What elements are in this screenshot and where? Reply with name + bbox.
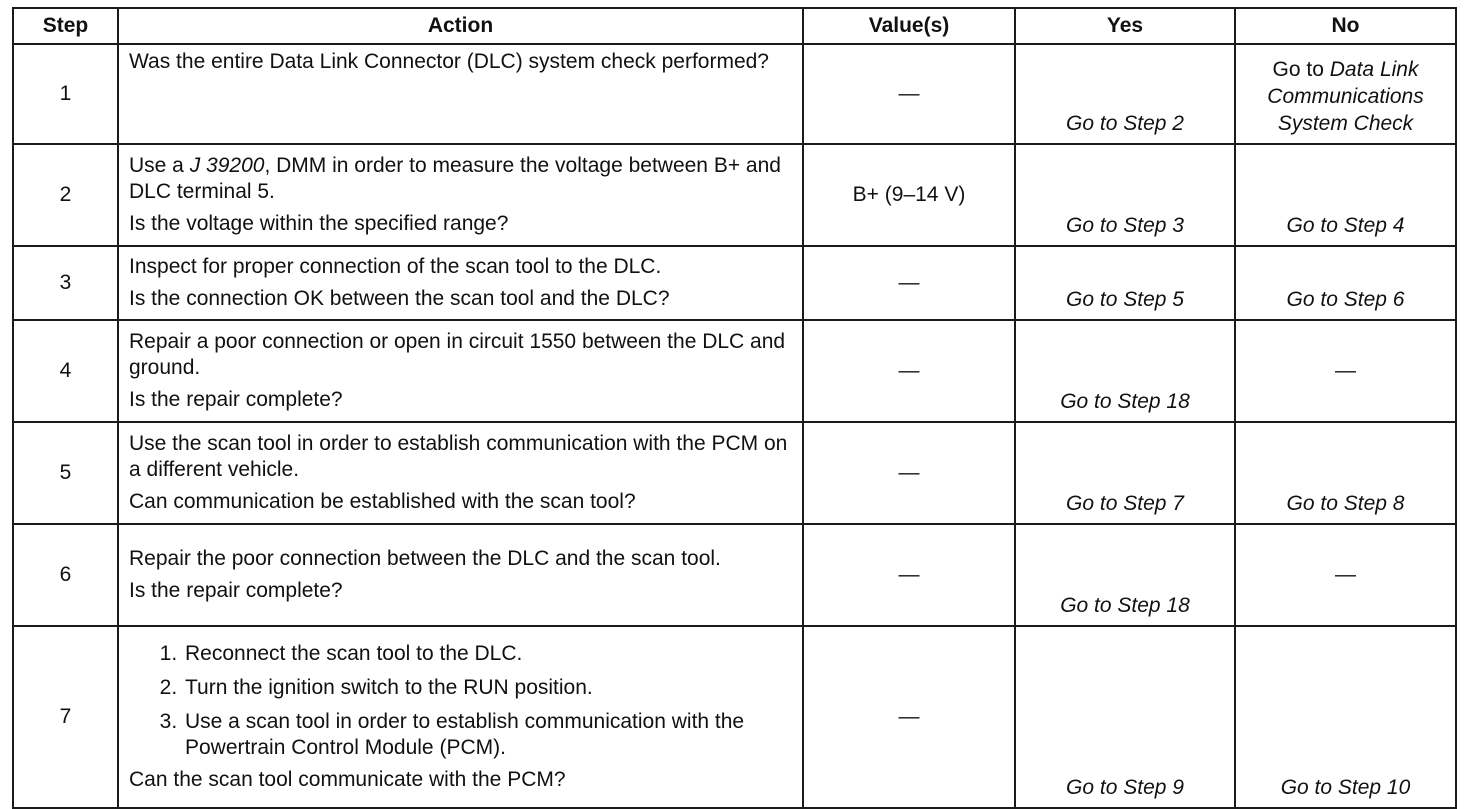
- table-row: [13, 626, 1456, 808]
- no-reference: Data Link Communications System Check: [1267, 58, 1424, 135]
- value-text: —: [898, 563, 920, 586]
- no-link[interactable]: Go to Step 6: [1286, 288, 1405, 311]
- header-values: Value(s): [803, 8, 1015, 44]
- yes-cell: [1015, 320, 1235, 422]
- tool-reference: J 39200: [189, 154, 265, 177]
- action-text: Repair a poor connection or open in circuit 1550 between the DLC and ground.: [129, 330, 786, 379]
- action-question: Is the voltage within the specified range?: [129, 212, 509, 235]
- value-cell: [803, 320, 1015, 422]
- action-post: , DMM in order to measure the voltage between B+ and DLC terminal 5.: [129, 154, 781, 203]
- step-number: 5: [13, 422, 118, 524]
- step-number: 2: [13, 144, 118, 246]
- yes-link[interactable]: Go to Step 18: [1060, 594, 1190, 617]
- header-action: Action: [118, 8, 803, 44]
- yes-link[interactable]: Go to Step 3: [1066, 214, 1184, 237]
- action-cell: [118, 626, 803, 808]
- yes-cell: [1015, 422, 1235, 524]
- value-text: —: [898, 461, 920, 484]
- action-text: Was the entire Data Link Connector (DLC) system check performed?: [129, 50, 769, 73]
- action-question: Can the scan tool communicate with the PCM?: [129, 768, 566, 791]
- table-row: [13, 524, 1456, 626]
- yes-cell: [1015, 44, 1235, 144]
- action-cell: [118, 144, 803, 246]
- action-cell: [118, 422, 803, 524]
- value-cell: [803, 626, 1015, 808]
- action-text: Use the scan tool in order to establish communication with the PCM on a different vehicle.: [129, 432, 788, 481]
- value-text: —: [898, 271, 920, 294]
- no-cell: [1235, 320, 1456, 422]
- action-pre: Use a: [129, 154, 184, 177]
- yes-cell: [1015, 144, 1235, 246]
- step-number: 1: [13, 44, 118, 144]
- list-item: 3. Use a scan tool in order to establish communication with the Powertrain Control Module (PCM).: [183, 709, 792, 761]
- action-cell: [118, 246, 803, 320]
- yes-link[interactable]: Go to Step 9: [1066, 776, 1184, 799]
- no-cell: [1235, 524, 1456, 626]
- action-cell: [118, 44, 803, 144]
- value-cell: [803, 422, 1015, 524]
- header-no: No: [1235, 8, 1456, 44]
- value-cell: [803, 144, 1015, 246]
- value-text: B+ (9–14 V): [852, 183, 966, 206]
- yes-cell: [1015, 626, 1235, 808]
- step-number: 7: [13, 626, 118, 808]
- list-item: 2. Turn the ignition switch to the RUN position.: [183, 675, 792, 701]
- no-value: —: [1335, 563, 1356, 586]
- list-item: 1. Reconnect the scan tool to the DLC.: [183, 641, 792, 667]
- action-cell: [118, 320, 803, 422]
- value-cell: [803, 246, 1015, 320]
- value-text: —: [898, 359, 920, 382]
- no-prefix: Go to: [1272, 58, 1324, 81]
- yes-cell: [1015, 246, 1235, 320]
- table-row: [13, 422, 1456, 524]
- action-question: Can communication be established with the scan tool?: [129, 490, 636, 513]
- no-cell: [1235, 144, 1456, 246]
- table-row: [13, 144, 1456, 246]
- table-row: [13, 246, 1456, 320]
- yes-link[interactable]: Go to Step 2: [1066, 112, 1184, 135]
- table-row: [13, 44, 1456, 144]
- header-step: Step: [13, 8, 118, 44]
- action-question: Is the connection OK between the scan tool and the DLC?: [129, 287, 670, 310]
- no-cell: [1235, 626, 1456, 808]
- step-number: 6: [13, 524, 118, 626]
- procedure-list: [129, 641, 792, 761]
- table-row: [13, 320, 1456, 422]
- header-yes: Yes: [1015, 8, 1235, 44]
- yes-link[interactable]: Go to Step 7: [1066, 492, 1184, 515]
- action-text: Inspect for proper connection of the scan tool to the DLC.: [129, 255, 662, 278]
- action-cell: [118, 524, 803, 626]
- value-text: —: [898, 82, 920, 105]
- yes-link[interactable]: Go to Step 18: [1060, 390, 1190, 413]
- no-link[interactable]: Go to Step 8: [1286, 492, 1405, 515]
- action-text: [129, 153, 792, 205]
- no-cell: [1235, 246, 1456, 320]
- yes-link[interactable]: Go to Step 5: [1066, 288, 1184, 311]
- value-cell: [803, 44, 1015, 144]
- no-value: —: [1335, 359, 1356, 382]
- step-number: 3: [13, 246, 118, 320]
- action-question: Is the repair complete?: [129, 388, 343, 411]
- no-link[interactable]: Go to Step 10: [1280, 776, 1411, 799]
- no-link[interactable]: [1236, 56, 1455, 143]
- yes-cell: [1015, 524, 1235, 626]
- no-link[interactable]: Go to Step 4: [1286, 214, 1405, 237]
- step-number: 4: [13, 320, 118, 422]
- action-question: Is the repair complete?: [129, 579, 343, 602]
- no-cell: [1235, 44, 1456, 144]
- value-text: —: [898, 705, 920, 728]
- no-cell: [1235, 422, 1456, 524]
- header-row: [13, 8, 1456, 44]
- action-text: Repair the poor connection between the DLC and the scan tool.: [129, 547, 721, 570]
- diagnostic-table: [12, 7, 1457, 809]
- value-cell: [803, 524, 1015, 626]
